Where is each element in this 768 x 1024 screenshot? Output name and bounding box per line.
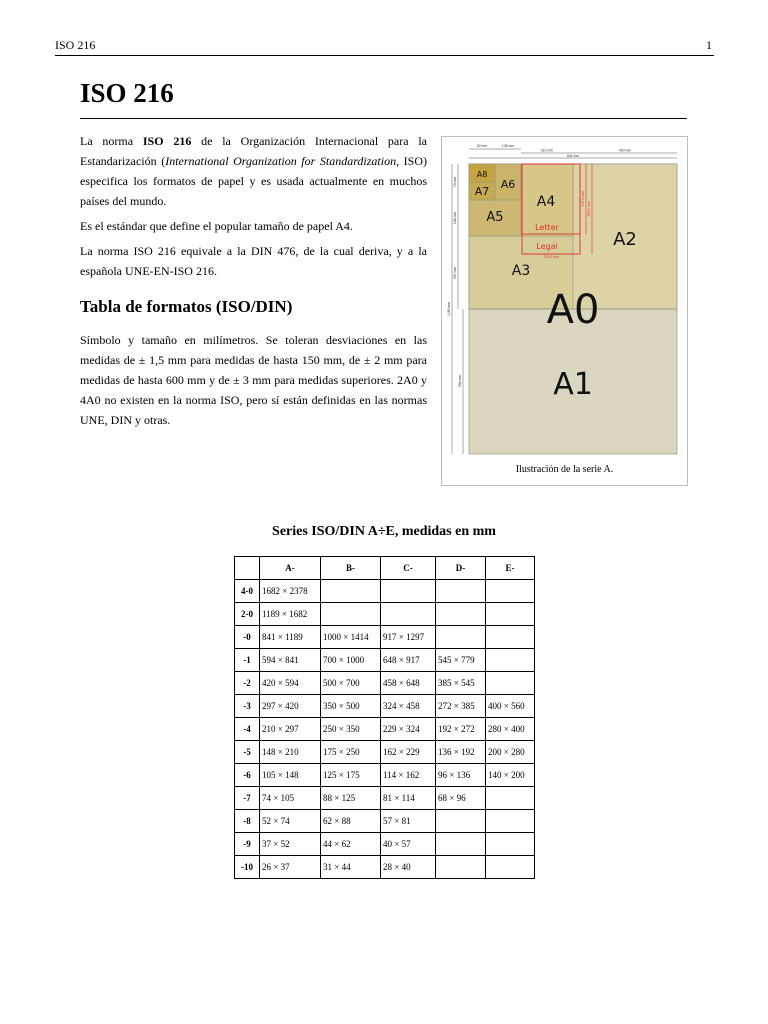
- dim-left-2: 148 mm: [453, 211, 457, 225]
- table-cell: 1682 × 2378: [260, 580, 321, 603]
- table-cell: 1000 × 1414: [321, 626, 381, 649]
- label-a2: A2: [613, 229, 637, 250]
- section-heading: Tabla de formatos (ISO/DIN): [80, 297, 293, 316]
- dim-top-5: 841 mm: [566, 154, 580, 158]
- dim-left-5: 594 mm: [458, 374, 462, 388]
- table-cell: [486, 626, 535, 649]
- table-cell: [436, 626, 486, 649]
- label-a8: A8: [476, 170, 488, 179]
- table-cell: 500 × 700: [321, 672, 381, 695]
- row-label: -5: [235, 741, 260, 764]
- table-cell: 26 × 37: [260, 856, 321, 879]
- table-cell: [436, 580, 486, 603]
- table-row: [235, 626, 535, 649]
- row-label: 2-0: [235, 603, 260, 626]
- table-cell: [486, 810, 535, 833]
- dim-left-1: 74 mm: [453, 176, 457, 188]
- a-series-figure: [441, 136, 688, 486]
- column-header: D-: [436, 557, 486, 580]
- table-row: [235, 695, 535, 718]
- table-cell: 324 × 458: [381, 695, 436, 718]
- label-a3: A3: [511, 263, 531, 279]
- table-cell: 28 × 40: [381, 856, 436, 879]
- table-title: Series ISO/DIN A÷E, medidas en mm: [272, 524, 496, 539]
- intro-text: [80, 131, 427, 286]
- dim-red-1: 279.4 mm: [581, 191, 585, 207]
- intro-paragraph-3: La norma ISO 216 equivale a la DIN 476, de la cual deriva, y a la española UNE-EN-ISO 216.: [80, 244, 427, 278]
- table-row: [235, 741, 535, 764]
- table-cell: 272 × 385: [436, 695, 486, 718]
- table-cell: 74 × 105: [260, 787, 321, 810]
- row-label: -7: [235, 787, 260, 810]
- table-cell: 192 × 272: [436, 718, 486, 741]
- table-cell: 841 × 1189: [260, 626, 321, 649]
- column-header: B-: [321, 557, 381, 580]
- row-label: -2: [235, 672, 260, 695]
- table-cell: 648 × 917: [381, 649, 436, 672]
- table-cell: 250 × 350: [321, 718, 381, 741]
- table-cell: 57 × 81: [381, 810, 436, 833]
- table-cell: 420 × 594: [260, 672, 321, 695]
- row-label: -1: [235, 649, 260, 672]
- table-cell: [486, 603, 535, 626]
- table-row: [235, 603, 535, 626]
- column-header: E-: [486, 557, 535, 580]
- table-row: [235, 672, 535, 695]
- table-cell: [436, 603, 486, 626]
- row-label: -0: [235, 626, 260, 649]
- intro-paragraph-1: La norma ISO 216 de la Organización Internacional para la Estandarización (International Organization for Standardization, ISO) especifica los formatos de papel y es usada actualmente en muchos países del mundo.: [80, 134, 428, 208]
- column-header: A-: [260, 557, 321, 580]
- left-dimension-lines: [452, 164, 463, 454]
- table-cell: 44 × 62: [321, 833, 381, 856]
- table-cell: 229 × 324: [381, 718, 436, 741]
- table-cell: 148 × 210: [260, 741, 321, 764]
- dim-left-4: 1189 mm: [447, 302, 451, 316]
- section-text: [80, 330, 427, 435]
- table-cell: 81 × 114: [381, 787, 436, 810]
- table-cell: 62 × 88: [321, 810, 381, 833]
- formats-table: [234, 556, 535, 879]
- table-cell: 114 × 162: [381, 764, 436, 787]
- column-header: C-: [381, 557, 436, 580]
- table-cell: 385 × 545: [436, 672, 486, 695]
- table-cell: 400 × 560: [486, 695, 535, 718]
- table-row: [235, 787, 535, 810]
- label-a0: A0: [546, 287, 600, 333]
- section-paragraph: Símbolo y tamaño en milímetros. Se toleran desviaciones en las medidas de ± 1,5 mm para medidas de hasta 150 mm, de ± 2 mm para medidas de hasta 600 mm y de ± 3 mm para medidas superiores. 2A0 y 4A0 no existen en la norma ISO, pero sí están definidas en las normas UNE, DIN y otras.: [80, 333, 427, 427]
- row-label: -3: [235, 695, 260, 718]
- table-cell: 1189 × 1682: [260, 603, 321, 626]
- table-cell: 700 × 1000: [321, 649, 381, 672]
- running-header: [55, 38, 714, 56]
- table-cell: 37 × 52: [260, 833, 321, 856]
- row-label: -9: [235, 833, 260, 856]
- table-cell: 125 × 175: [321, 764, 381, 787]
- table-row: [235, 856, 535, 879]
- dim-top-2: 105 mm: [501, 144, 515, 148]
- table-cell: [486, 787, 535, 810]
- table-cell: 52 × 74: [260, 810, 321, 833]
- table-cell: [486, 833, 535, 856]
- corner-cell: [235, 557, 260, 580]
- table-cell: [381, 603, 436, 626]
- dim-red-2: 355.6 mm: [587, 201, 591, 217]
- row-label: -4: [235, 718, 260, 741]
- table-row: [235, 718, 535, 741]
- dim-top-4: 420 mm: [618, 148, 632, 153]
- row-label: 4-0: [235, 580, 260, 603]
- table-cell: 140 × 200: [486, 764, 535, 787]
- table-cell: 88 × 125: [321, 787, 381, 810]
- label-a7: A7: [474, 185, 490, 198]
- table-row: [235, 810, 535, 833]
- table-cell: [486, 649, 535, 672]
- row-label: -8: [235, 810, 260, 833]
- table-row: [235, 580, 535, 603]
- table-cell: [436, 856, 486, 879]
- figure-caption: Ilustración de la serie A.: [515, 464, 614, 475]
- page-title: ISO 216: [80, 78, 174, 108]
- table-cell: 545 × 779: [436, 649, 486, 672]
- table-row: [235, 833, 535, 856]
- intro-paragraph-2: Es el estándar que define el popular tamaño de papel A4.: [80, 219, 353, 233]
- label-a6: A6: [500, 178, 516, 191]
- title-rule: [80, 118, 687, 119]
- label-a1: A1: [553, 367, 593, 402]
- table-cell: [486, 856, 535, 879]
- table-cell: 594 × 841: [260, 649, 321, 672]
- dim-red-3: 215.9 mm: [543, 255, 559, 259]
- label-legal: Legal: [536, 242, 558, 251]
- table-cell: 210 × 297: [260, 718, 321, 741]
- table-cell: 280 × 400: [486, 718, 535, 741]
- table-cell: [486, 580, 535, 603]
- table-cell: [321, 580, 381, 603]
- table-cell: 40 × 57: [381, 833, 436, 856]
- dim-top-1: 52 mm: [476, 144, 488, 148]
- row-label: -10: [235, 856, 260, 879]
- label-a4: A4: [536, 194, 556, 210]
- table-row: [235, 649, 535, 672]
- table-cell: 297 × 420: [260, 695, 321, 718]
- dim-left-3: 297 mm: [453, 266, 457, 280]
- table-cell: 175 × 250: [321, 741, 381, 764]
- table-cell: 96 × 136: [436, 764, 486, 787]
- label-a5: A5: [486, 210, 504, 225]
- table-cell: 458 × 648: [381, 672, 436, 695]
- table-cell: [436, 810, 486, 833]
- dim-top-3: 210 mm: [540, 148, 554, 153]
- a-series-illustration: [442, 137, 687, 462]
- table-cell: [436, 833, 486, 856]
- table-row: [235, 764, 535, 787]
- table-cell: [486, 672, 535, 695]
- table-cell: 350 × 500: [321, 695, 381, 718]
- table-cell: 917 × 1297: [381, 626, 436, 649]
- table-cell: 68 × 96: [436, 787, 486, 810]
- label-letter: Letter: [535, 223, 559, 232]
- table-cell: 31 × 44: [321, 856, 381, 879]
- running-header-title: ISO 216: [55, 38, 96, 52]
- table-cell: [381, 580, 436, 603]
- table-cell: [321, 603, 381, 626]
- row-label: -6: [235, 764, 260, 787]
- table-cell: 136 × 192: [436, 741, 486, 764]
- table-header-row: [235, 557, 535, 580]
- table-cell: 162 × 229: [381, 741, 436, 764]
- table-cell: 200 × 280: [486, 741, 535, 764]
- page-number: 1: [706, 38, 712, 52]
- table-cell: 105 × 148: [260, 764, 321, 787]
